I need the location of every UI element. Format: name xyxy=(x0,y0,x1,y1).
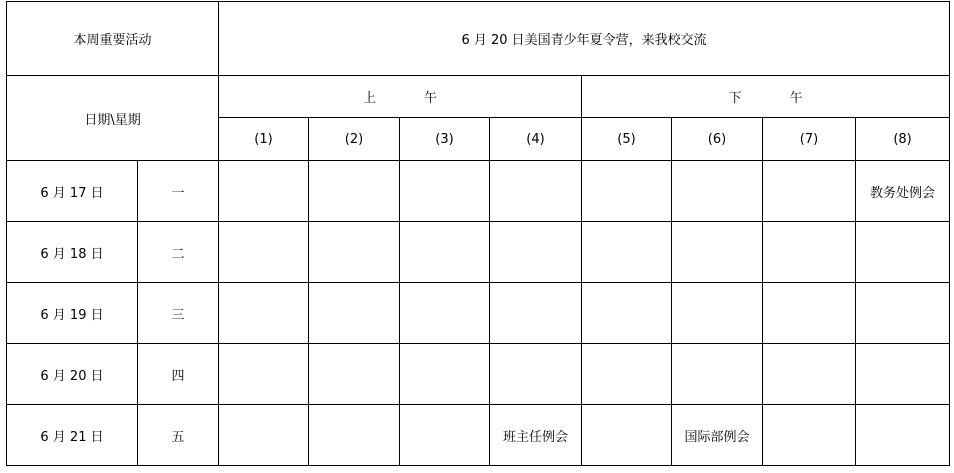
schedule-cell xyxy=(309,405,400,466)
schedule-cell xyxy=(400,283,490,344)
schedule-cell xyxy=(582,222,672,283)
period-header: (4) xyxy=(490,118,582,161)
activities-label: 本周重要活动 xyxy=(7,2,219,76)
schedule-cell xyxy=(672,283,763,344)
schedule-cell xyxy=(490,344,582,405)
date-cell: 6 月 19 日 xyxy=(7,283,138,344)
schedule-cell xyxy=(582,283,672,344)
schedule-cell: 教务处例会 xyxy=(856,161,950,222)
schedule-cell xyxy=(490,283,582,344)
schedule-cell xyxy=(219,161,309,222)
schedule-cell xyxy=(400,405,490,466)
weekday-cell: 四 xyxy=(138,344,219,405)
schedule-cell xyxy=(763,405,856,466)
schedule-cell xyxy=(763,283,856,344)
morning-header: 上 午 xyxy=(219,76,582,118)
day-row xyxy=(7,222,950,283)
period-header: (5) xyxy=(582,118,672,161)
schedule-cell xyxy=(856,405,950,466)
schedule-cell xyxy=(856,283,950,344)
schedule-cell: 班主任例会 xyxy=(490,405,582,466)
day-row xyxy=(7,405,950,466)
schedule-cell xyxy=(219,283,309,344)
schedule-cell xyxy=(672,222,763,283)
date-weekday-label: 日期\星期 xyxy=(7,76,219,161)
weekday-cell: 二 xyxy=(138,222,219,283)
period-header: (2) xyxy=(309,118,400,161)
schedule-cell xyxy=(219,405,309,466)
schedule-cell xyxy=(219,344,309,405)
period-header: (8) xyxy=(856,118,950,161)
schedule-cell xyxy=(582,344,672,405)
schedule-cell: 国际部例会 xyxy=(672,405,763,466)
half-day-row xyxy=(7,76,950,118)
schedule-cell xyxy=(490,161,582,222)
day-row xyxy=(7,283,950,344)
schedule-cell xyxy=(400,161,490,222)
date-cell: 6 月 20 日 xyxy=(7,344,138,405)
schedule-cell xyxy=(856,344,950,405)
schedule-cell xyxy=(763,161,856,222)
schedule-cell xyxy=(763,222,856,283)
date-cell: 6 月 18 日 xyxy=(7,222,138,283)
date-cell: 6 月 21 日 xyxy=(7,405,138,466)
weekly-schedule-table xyxy=(6,1,950,466)
schedule-cell xyxy=(400,344,490,405)
schedule-cell xyxy=(309,283,400,344)
schedule-cell xyxy=(400,222,490,283)
activities-row xyxy=(7,2,950,76)
period-header: (1) xyxy=(219,118,309,161)
period-header: (3) xyxy=(400,118,490,161)
weekday-cell: 一 xyxy=(138,161,219,222)
date-cell: 6 月 17 日 xyxy=(7,161,138,222)
schedule-cell xyxy=(672,344,763,405)
weekday-cell: 五 xyxy=(138,405,219,466)
weekday-cell: 三 xyxy=(138,283,219,344)
afternoon-header: 下 午 xyxy=(582,76,950,118)
day-row xyxy=(7,344,950,405)
schedule-cell xyxy=(672,161,763,222)
schedule-cell xyxy=(219,222,309,283)
period-header: (7) xyxy=(763,118,856,161)
schedule-cell xyxy=(763,344,856,405)
day-row xyxy=(7,161,950,222)
schedule-cell xyxy=(856,222,950,283)
schedule-cell xyxy=(309,344,400,405)
schedule-cell xyxy=(309,161,400,222)
schedule-cell xyxy=(582,405,672,466)
schedule-cell xyxy=(490,222,582,283)
activities-text: 6 月 20 日美国青少年夏令营，来我校交流 xyxy=(219,2,950,76)
period-header: (6) xyxy=(672,118,763,161)
schedule-cell xyxy=(582,161,672,222)
schedule-cell xyxy=(309,222,400,283)
